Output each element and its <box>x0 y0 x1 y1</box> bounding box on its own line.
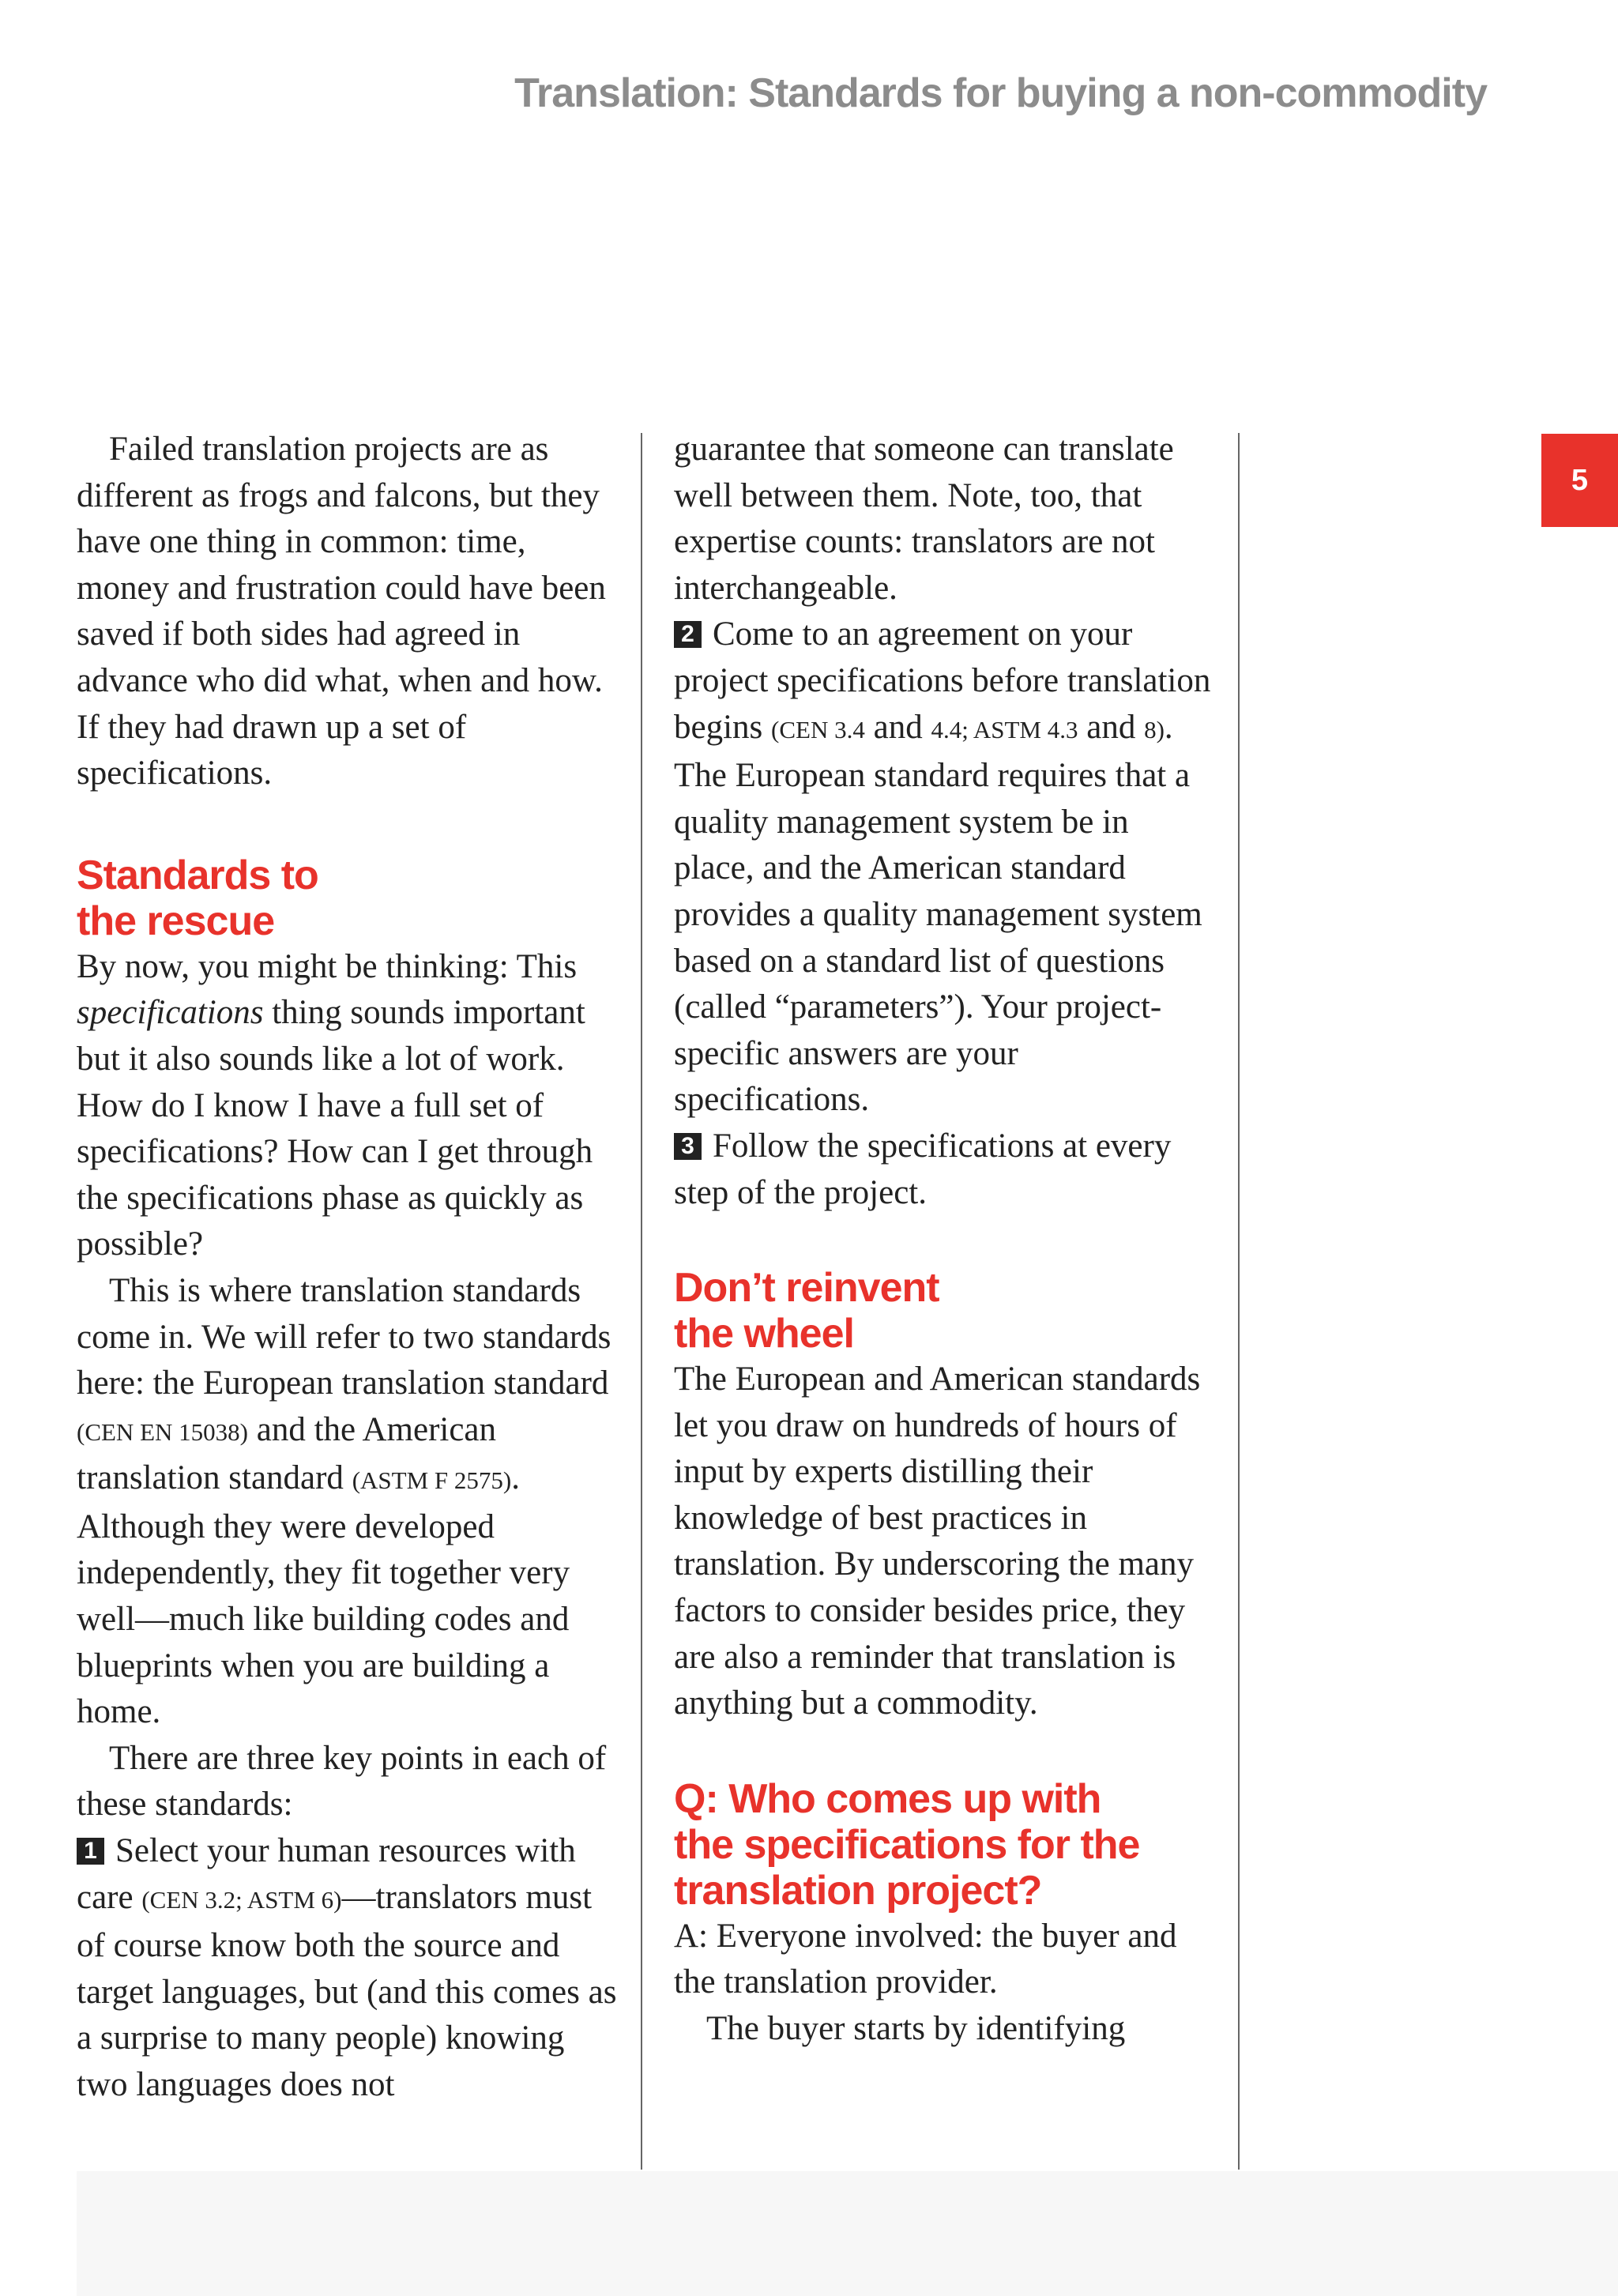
continued-paragraph: guarantee that someone can translate well between them. Note, too, that expertise counts: translators are not interchangeable. <box>674 431 1174 607</box>
text-run: thing sounds important but it also sounds like a lot of work. How do I know I have a full set of specifications? How can I get through the specifications phase as quickly as possible? <box>77 994 593 1263</box>
page-number-tab: 5 <box>1541 434 1618 527</box>
key-points-intro: There are three key points in each of these standards: <box>77 1739 607 1824</box>
number-badge: 3 <box>674 1133 702 1160</box>
text-run: . The European standard requires that a quality management system be in place, and the American standard provides a quality management system based on a standard list of questions (called “parameters”). Your project-specific answers are your specifications. <box>674 708 1202 1119</box>
text-run: and <box>1078 708 1145 746</box>
text-run: and <box>864 708 931 746</box>
heading-line: the wheel <box>674 1311 854 1357</box>
heading-who-comes-up-with-specifications <box>674 1776 1211 1914</box>
heading-line: Standards to <box>77 852 318 898</box>
text-run: This is where translation standards come in. We will refer to two standards here: the European translation standard <box>77 1271 611 1402</box>
standard-reference: (ASTM F 2575) <box>352 1466 512 1495</box>
column-divider-left <box>641 433 642 2170</box>
heading-line: the rescue <box>77 898 275 944</box>
answer-paragraph: A: Everyone involved: the buyer and the translation provider. <box>674 1917 1177 2001</box>
text-run: . Although they were developed independently, they fit together very well—much like building codes and blueprints when you are building a home. <box>77 1459 570 1731</box>
number-badge: 2 <box>674 621 702 648</box>
specifications-paragraph <box>77 944 622 1268</box>
text-run: Come to an agreement on your project specifications before translation begins <box>674 615 1211 746</box>
buyer-paragraph: The buyer starts by identifying <box>706 2010 1126 2048</box>
number-badge: 1 <box>77 1838 104 1865</box>
standard-reference: (CEN EN 15038) <box>77 1417 248 1446</box>
standards-paragraph <box>77 1268 622 1736</box>
heading-standards-to-the-rescue <box>77 853 622 944</box>
emphasis-text: specifications <box>77 994 264 1032</box>
text-run: and the American translation standard <box>77 1410 497 1497</box>
key-point-2 <box>674 612 1211 1124</box>
right-column <box>674 427 1211 2053</box>
heading-line: Q: Who comes up with <box>674 1775 1101 1822</box>
key-point-3 <box>674 1124 1211 1216</box>
heading-line: Don’t reinvent <box>674 1265 939 1312</box>
page-bottom-shade <box>77 2171 1618 2296</box>
standard-reference: 8) <box>1144 715 1165 743</box>
heading-line: the specifications for the <box>674 1821 1140 1868</box>
column-divider-right <box>1238 433 1240 2170</box>
text-run: —translators must of course know both the source and target languages, but (and this comes as a surprise to many people) knowing two languages does not <box>77 1878 617 2103</box>
text-run: Follow the specifications at every step of the project. <box>674 1127 1172 1211</box>
intro-paragraph: Failed translation projects are as different as frogs and falcons, but they have one thing in common: time, money and frustration could have been saved if both sides had agreed in advance who did what, when and how. If they had drawn up a set of specifications. <box>77 431 606 792</box>
left-column <box>77 427 622 2109</box>
key-point-1 <box>77 1828 622 2109</box>
standard-reference: (CEN 3.2; ASTM 6) <box>141 1885 342 1914</box>
standard-reference: (CEN 3.4 <box>771 715 865 743</box>
text-run: By now, you might be thinking: This <box>77 947 578 985</box>
running-header-title: Translation: Standards for buying a non-commodity <box>514 70 1487 116</box>
standard-reference: 4.4; ASTM 4.3 <box>931 715 1078 743</box>
heading-line: translation project? <box>674 1867 1042 1914</box>
best-practices-paragraph: The European and American standards let you draw on hundreds of hours of input by experts distilling their knowledge of best practices in translation. By underscoring the many factors to consider besides price, they are also a reminder that translation is anything but a commodity. <box>674 1361 1201 1722</box>
text-run: Select your human resources with care <box>77 1832 576 1916</box>
heading-dont-reinvent-the-wheel <box>674 1265 1211 1357</box>
